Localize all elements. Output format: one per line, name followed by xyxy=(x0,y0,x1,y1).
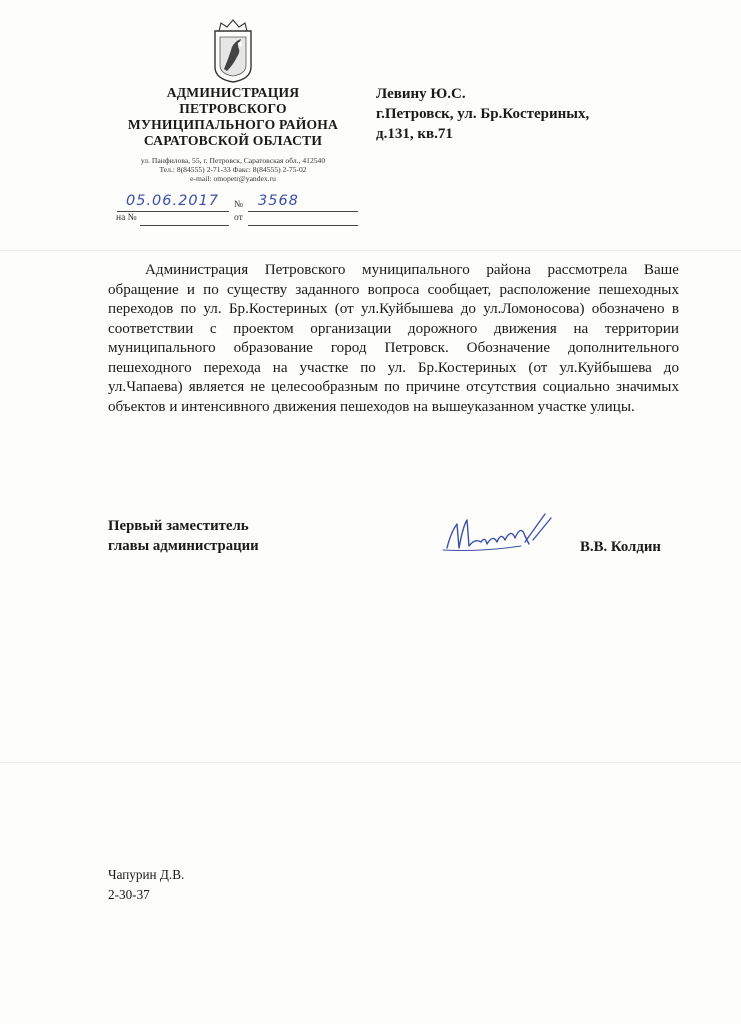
paper-fold xyxy=(0,762,741,763)
handwritten-number: 3568 xyxy=(258,193,299,209)
addressee-name: Левину Ю.С. xyxy=(376,86,466,102)
reply-label: на № xyxy=(116,213,137,223)
signatory-title-line: Первый заместитель xyxy=(108,518,249,534)
executor-block xyxy=(108,865,184,905)
address-line: ул. Панфилова, 55, г. Петровск, Саратовская обл., 412540 xyxy=(140,156,326,165)
handwritten-date: 05.06.2017 xyxy=(126,193,220,209)
organization-name xyxy=(110,85,356,149)
org-line: ПЕТРОВСКОГО xyxy=(179,101,287,116)
number-label: № xyxy=(234,200,244,210)
phone-line: Тел.: 8(84555) 2-71-33 Факс: 8(84555) 2-75-02 xyxy=(159,165,307,174)
signatory-name: В.В. Колдин xyxy=(580,539,661,555)
signatory-title xyxy=(108,516,259,556)
addressee-address: г.Петровск, ул. Бр.Костериных, xyxy=(376,106,590,122)
org-line: АДМИНИСТРАЦИЯ xyxy=(166,85,300,100)
addressee-address: д.131, кв.71 xyxy=(376,126,453,142)
coat-of-arms-emblem xyxy=(211,17,255,83)
org-line: САРАТОВСКОЙ ОБЛАСТИ xyxy=(143,133,323,148)
letter-body: Администрация Петровского муниципального района рассмотрела Ваше обращение и по существу заданного вопроса сообщает, расположение пешеходных переходов по ул. Бр.Костериных (от ул.Куйбышева до ул.Ломоносова) обозначено в соответствии с проектом организации дорожного движения на территории муниципального образование город Петровск. Обозначение дополнительного пешеходного перехода на участке по ул. Бр.Костериных (от ул.Куйбышева до ул.Чапаева) является не целесообразным по причине отсутствия социально значимых объектов и интенсивного движения пешеходов на вышеуказанном участке улицы. xyxy=(108,262,679,415)
addressee-block xyxy=(376,84,706,144)
paper-fold xyxy=(0,250,741,251)
email-line: e-mail: omopetr@yandex.ru xyxy=(190,174,276,183)
handwritten-signature xyxy=(441,508,556,556)
from-underline xyxy=(248,225,358,226)
org-line: МУНИЦИПАЛЬНОГО РАЙОНА xyxy=(127,117,339,132)
from-label: от xyxy=(234,213,243,223)
organization-contacts xyxy=(110,156,356,183)
executor-name: Чапурин Д.В. xyxy=(108,867,185,882)
reply-underline xyxy=(140,225,229,226)
number-underline xyxy=(248,211,358,212)
date-underline xyxy=(117,211,229,212)
executor-phone: 2-30-37 xyxy=(108,887,150,902)
signatory-title-line: главы администрации xyxy=(108,538,259,554)
